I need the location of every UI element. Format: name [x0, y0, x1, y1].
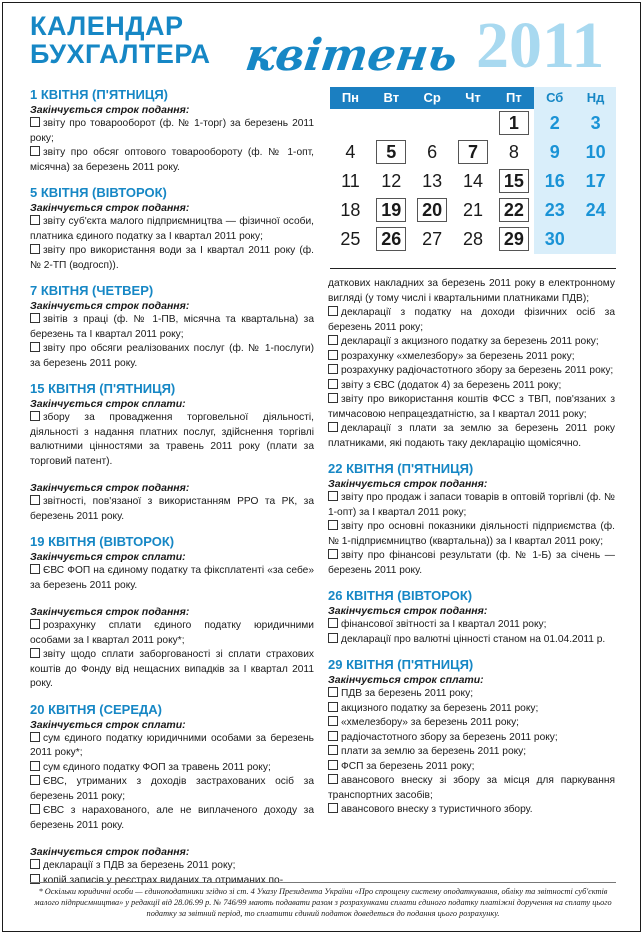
- checklist-item-text: звіту суб'єкта малого підприємництва — фізичної особи, платника єдиного податку за І квартал 2011 року;: [30, 216, 314, 242]
- checklist-item-text: розрахунку «хмелезбору» за березень 2011 року;: [341, 350, 575, 362]
- weekday-header: Вт: [383, 90, 400, 105]
- year-title: 2011: [476, 9, 605, 82]
- calendar-day-cell: 14: [462, 171, 484, 191]
- checkbox[interactable]: [328, 350, 338, 360]
- footnote: * Оскільки юридичні особи — єдиноподатники згідно зі ст. 4 Указу Президента України «Про спрощену систему оподаткування, обліку та звітності суб'єктів малого підприємництва» у редакції від 28.06.99 р. № 746/99 мають подавати разом з розрахунками сплати єдиного податку платіжні доручення на сплату цього податку за звітний період, то сплатити єдиний податок доведеться до подання цього розрахунку.: [30, 882, 616, 919]
- checklist-item: [328, 520, 615, 549]
- checklist-item: [30, 215, 314, 244]
- checklist-item: [328, 731, 615, 746]
- deadline-date-heading: 5 КВІТНЯ (ВІВТОРОК): [30, 185, 167, 200]
- checklist-item-text: ЄВС ФОП на єдиному податку та фіксплатенті «за себе» за березень 2011 року.: [30, 565, 314, 591]
- checkbox[interactable]: [30, 313, 40, 323]
- checklist-item: [30, 732, 314, 761]
- checkbox[interactable]: [30, 411, 40, 421]
- checklist-item: [30, 564, 314, 593]
- left-column: [30, 86, 314, 888]
- checklist-item-text: збору за провадження торговельної діяльності, діяльності з надання платних послуг, здійснення торгівлі валютними цінностями за травень 2011 року (плати за торговий патент).: [30, 412, 314, 467]
- calendar-day-deadline: 26: [376, 227, 406, 251]
- checkbox[interactable]: [30, 215, 40, 225]
- calendar-day-cell: [453, 109, 494, 138]
- deadline-date-heading: 29 КВІТНЯ (П'ЯТНИЦЯ): [328, 657, 474, 672]
- deadline-type-label: Закінчується строк подання:: [30, 202, 190, 214]
- deadline-date-heading: 22 КВІТНЯ (П'ЯТНИЦЯ): [328, 461, 474, 476]
- checklist-item: [328, 350, 615, 365]
- checklist-item: [30, 648, 314, 692]
- weekday-header: Чт: [465, 90, 481, 105]
- deadline-type-label: Закінчується строк сплати:: [30, 398, 186, 410]
- checkbox[interactable]: [328, 803, 338, 813]
- calendar-day-cell: [371, 225, 412, 254]
- checklist-item: [328, 335, 615, 350]
- checklist-item: [328, 633, 615, 648]
- weekday-header: Пт: [506, 90, 522, 105]
- calendar-day-deadline: 20: [417, 198, 447, 222]
- checklist-item: [30, 804, 314, 833]
- calendar-day-cell: 28: [462, 229, 484, 249]
- checkbox[interactable]: [328, 745, 338, 755]
- checklist-item: [30, 117, 314, 146]
- checklist-item-text: декларації з ПДВ за березень 2011 року;: [43, 860, 236, 871]
- checkbox[interactable]: [30, 804, 40, 814]
- checklist-item: [328, 760, 615, 775]
- checkbox[interactable]: [328, 379, 338, 389]
- checklist-item-text: ЄВС, утриманих з доходів застрахованих осіб за березень 2011 року;: [30, 776, 314, 802]
- checklist-item-text: звіту про використання коштів ФСС з ТВП, пов'язаних з тимчасовою непрацездатністю, за І квартал 2011 року;: [328, 394, 615, 420]
- month-calendar: [330, 87, 616, 254]
- calendar-day-cell: 11: [341, 171, 360, 191]
- checklist-item-text: декларації про валютні цінності станом на 01.04.2011 р.: [341, 633, 606, 645]
- checklist-item: [328, 364, 615, 379]
- calendar-day-cell: [330, 109, 371, 138]
- checklist-item-text: звіту про використання води за І квартал 2011 року (ф. № 2-ТП (водгосп)).: [30, 245, 314, 271]
- calendar-day-cell: 17: [575, 167, 616, 196]
- checkbox[interactable]: [30, 732, 40, 742]
- checkbox[interactable]: [328, 306, 338, 316]
- checkbox[interactable]: [328, 702, 338, 712]
- checklist-item-text: звіту про обсяг оптового товарообороту (ф. № 1-опт, місячна) за березень 2011 року.: [30, 147, 314, 173]
- checkbox[interactable]: [30, 495, 40, 505]
- deadline-type-label: Закінчується строк сплати:: [30, 718, 186, 731]
- checklist-item-text: звіту про продаж і запаси товарів в оптовій торгівлі (ф. № 1-опт) за І квартал 2011 року;: [328, 492, 615, 518]
- checkbox[interactable]: [30, 761, 40, 771]
- calendar-week-row: [330, 225, 616, 254]
- checklist-item-text: звіту з ЄВС (додаток 4) за березень 2011 року;: [341, 379, 562, 391]
- checklist-item-text: радіочастотного збору за березень 2011 року;: [341, 731, 558, 743]
- calendar-week-row: [330, 167, 616, 196]
- deadline-date-heading: 1 КВІТНЯ (П'ЯТНИЦЯ): [30, 87, 169, 102]
- calendar-day-cell: 27: [422, 229, 443, 249]
- deadline-type-label: Закінчується строк подання:: [328, 605, 488, 617]
- calendar-day-cell: [371, 109, 412, 138]
- checklist-item: [328, 393, 615, 422]
- calendar-day-cell: 30: [534, 225, 575, 254]
- calendar-day-deadline: 15: [499, 169, 529, 193]
- checkbox[interactable]: [328, 393, 338, 403]
- checkbox[interactable]: [30, 117, 40, 127]
- checkbox[interactable]: [30, 564, 40, 574]
- calendar-day-cell: 16: [534, 167, 575, 196]
- calendar-day-cell: [493, 196, 534, 225]
- checklist-item: [328, 379, 615, 394]
- checklist-item-text: звіту про фінансові результати (ф. № 1-Б) за січень — березень 2011 року.: [328, 550, 615, 576]
- calendar-day-cell: 10: [575, 138, 616, 167]
- checklist-item-text: сум єдиного податку юридичними особами за березень 2011 року*;: [30, 732, 314, 758]
- checklist-item-text: плати за землю за березень 2011 року;: [341, 746, 527, 757]
- weekday-header: Пн: [341, 90, 360, 105]
- checkbox[interactable]: [30, 244, 40, 254]
- checkbox[interactable]: [328, 549, 338, 559]
- checklist-item-text: декларації з плати за землю за березень 2011 року платниками, які подають таку декларацію щомісячно.: [328, 423, 615, 449]
- calendar-day-cell: 13: [422, 171, 443, 191]
- checklist-item: [328, 618, 615, 633]
- checklist-item: [30, 775, 314, 804]
- checkbox[interactable]: [328, 687, 338, 697]
- deadline-date-heading: 7 КВІТНЯ (ЧЕТВЕР): [30, 283, 154, 298]
- checklist-item-text: звіту щодо сплати заборгованості зі сплати страхових коштів до Фонду від нещасних випадків за І квартал 2011 року.: [30, 649, 314, 689]
- checklist-item: [328, 774, 615, 803]
- checkbox[interactable]: [30, 859, 40, 869]
- calendar-day-cell: [453, 138, 494, 167]
- checkbox[interactable]: [328, 716, 338, 726]
- checklist-item-text: розрахунку радіочастотного збору за березень 2011 року;: [341, 365, 614, 376]
- checkbox[interactable]: [30, 146, 40, 156]
- calendar-day-cell: 3: [575, 109, 616, 138]
- deadline-date-heading: 19 КВІТНЯ (ВІВТОРОК): [30, 534, 175, 549]
- calendar-day-deadline: 5: [376, 140, 406, 164]
- deadline-type-label: Закінчується строк подання:: [30, 606, 190, 618]
- checkbox[interactable]: [30, 619, 40, 629]
- weekday-header: Нд: [575, 87, 616, 109]
- calendar-day-cell: [412, 196, 453, 225]
- checkbox[interactable]: [30, 775, 40, 785]
- checkbox[interactable]: [30, 342, 40, 352]
- calendar-day-cell: 9: [534, 138, 575, 167]
- checklist-item: [328, 702, 615, 717]
- deadline-type-label: Закінчується строк сплати:: [30, 551, 186, 563]
- deadline-type-label: Закінчується строк подання:: [30, 482, 190, 494]
- checkbox[interactable]: [328, 364, 338, 374]
- calendar-week-row: [330, 138, 616, 167]
- checkbox[interactable]: [328, 491, 338, 501]
- calendar-grid: [330, 109, 616, 254]
- checklist-item: [30, 761, 314, 776]
- calendar-day-cell: [493, 167, 534, 196]
- checkbox[interactable]: [328, 618, 338, 628]
- checklist-item: [328, 716, 615, 731]
- checklist-item-text: «хмелезбору» за березень 2011 року;: [341, 717, 520, 728]
- calendar-day-cell: [493, 225, 534, 254]
- checkbox[interactable]: [328, 422, 338, 432]
- checklist-item: [30, 342, 314, 371]
- calendar-day-cell: 8: [508, 142, 519, 162]
- calendar-day-cell: [371, 196, 412, 225]
- calendar-day-deadline: 29: [499, 227, 529, 251]
- checklist-item: [328, 277, 615, 306]
- calendar-day-cell: 24: [575, 196, 616, 225]
- checklist-item-text: акцизного податку за березень 2011 року;: [341, 702, 539, 714]
- checklist-item: [328, 549, 615, 578]
- weekday-header: Ср: [423, 90, 441, 105]
- checklist-item: [328, 745, 615, 760]
- checkbox[interactable]: [328, 731, 338, 741]
- calendar-day-cell: 23: [534, 196, 575, 225]
- deadline-type-label: Закінчується строк подання:: [30, 300, 190, 312]
- checklist-item: [328, 687, 615, 702]
- calendar-divider: [330, 268, 616, 269]
- calendar-day-deadline: 7: [458, 140, 488, 164]
- checklist-item-text: копій записів у реєстрах виданих та отриманих по-: [43, 874, 284, 886]
- checklist-item-text: декларації з акцизного податку за березень 2011 року;: [341, 336, 599, 347]
- checklist-item-text: авансового внеску з туристичного збору.: [341, 804, 533, 815]
- checklist-item-text: звітів з праці (ф. № 1-ПВ, місячна та квартальна) за березень та І квартал 2011 року;: [30, 314, 314, 340]
- checklist-item: [30, 495, 314, 524]
- checklist-item: [328, 491, 615, 520]
- calendar-day-cell: [412, 109, 453, 138]
- deadline-type-label: Закінчується строк сплати:: [328, 674, 484, 686]
- checklist-item: [328, 306, 615, 335]
- checkbox[interactable]: [328, 633, 338, 643]
- calendar-day-cell: [371, 138, 412, 167]
- deadline-type-label: Закінчується строк подання:: [30, 846, 190, 858]
- checklist-item-text: фінансової звітності за І квартал 2011 року;: [341, 619, 547, 630]
- checklist-item: [30, 244, 314, 273]
- calendar-day-cell: [493, 109, 534, 138]
- deadline-date-heading: 26 КВІТНЯ (ВІВТОРОК): [328, 588, 473, 603]
- checklist-item-text: звіту про обсяги реалізованих послуг (ф. № 1-послуги) за березень 2011 року.: [30, 343, 314, 369]
- deadline-type-label: Закінчується строк подання:: [30, 104, 190, 116]
- checklist-item-text: авансового внеску зі збору за місця для паркування транспортних засобів;: [328, 775, 615, 801]
- checkbox[interactable]: [328, 520, 338, 530]
- checklist-item-text: ФСП за березень 2011 року;: [341, 760, 475, 772]
- checklist-item: [328, 422, 615, 451]
- calendar-week-row: [330, 109, 616, 138]
- checkbox[interactable]: [30, 648, 40, 658]
- checklist-item-text: сум єдиного податку ФОП за травень 2011 року;: [43, 761, 271, 773]
- calendar-week-row: [330, 196, 616, 225]
- calendar-day-deadline: 1: [499, 111, 529, 135]
- deadline-type-label: Закінчується строк подання:: [328, 478, 488, 490]
- calendar-day-cell: 25: [340, 229, 361, 249]
- calendar-day-cell: 6: [427, 142, 438, 162]
- checklist-item: [30, 146, 314, 175]
- checkbox[interactable]: [328, 335, 338, 345]
- checklist-item-text: звіту про основні показники діяльності підприємства (ф. № 1-підприємництво (квартальна)) за І квартал 2011 року;: [328, 521, 615, 547]
- checkbox[interactable]: [328, 760, 338, 770]
- calendar-day-cell: 4: [345, 142, 356, 162]
- checklist-item-text: звіту про товарооборот (ф. № 1-торг) за березень 2011 року;: [30, 118, 314, 144]
- title-line2: БУХГАЛТЕРА: [30, 39, 211, 69]
- checklist-item-text: декларації з податку на доходи фізичних осіб за березень 2011 року;: [328, 307, 615, 333]
- checkbox[interactable]: [328, 774, 338, 784]
- checklist-item: [30, 859, 314, 874]
- calendar-weekdays: [330, 87, 616, 109]
- calendar-day-cell: [575, 225, 616, 254]
- calendar-day-cell: 18: [340, 200, 361, 220]
- deadline-date-heading: 15 КВІТНЯ (П'ЯТНИЦЯ): [30, 381, 176, 396]
- right-column: [328, 277, 615, 818]
- calendar-day-cell: 2: [534, 109, 575, 138]
- title-line1: КАЛЕНДАР: [30, 11, 184, 41]
- checklist-item-text: ПДВ за березень 2011 року;: [341, 688, 474, 699]
- deadline-date-heading: 20 КВІТНЯ (СЕРЕДА): [30, 701, 162, 717]
- checklist-item-text: даткових накладних за березень 2011 року в електронному вигляді (у тому числі і квартальними платниками ПДВ);: [328, 278, 615, 304]
- calendar-day-cell: 21: [462, 200, 484, 220]
- checklist-item: [328, 803, 615, 818]
- checklist-item: [30, 411, 314, 469]
- month-title: квітень: [242, 30, 461, 81]
- checklist-item: [30, 619, 314, 648]
- checklist-item-text: розрахунку сплати єдиного податку юридичними особами за І квартал 2011 року*;: [30, 620, 314, 646]
- checklist-item-text: ЄВС з нарахованого, але не виплаченого доходу за березень 2011 року.: [30, 805, 314, 831]
- checklist-item: [30, 313, 314, 342]
- calendar-day-cell: 12: [381, 171, 402, 191]
- calendar-day-deadline: 22: [499, 198, 529, 222]
- checklist-item-text: звітності, пов'язаної з використанням РРО та РК, за березень 2011 року.: [30, 496, 314, 522]
- weekday-header: Сб: [534, 87, 575, 109]
- calendar-day-deadline: 19: [376, 198, 406, 222]
